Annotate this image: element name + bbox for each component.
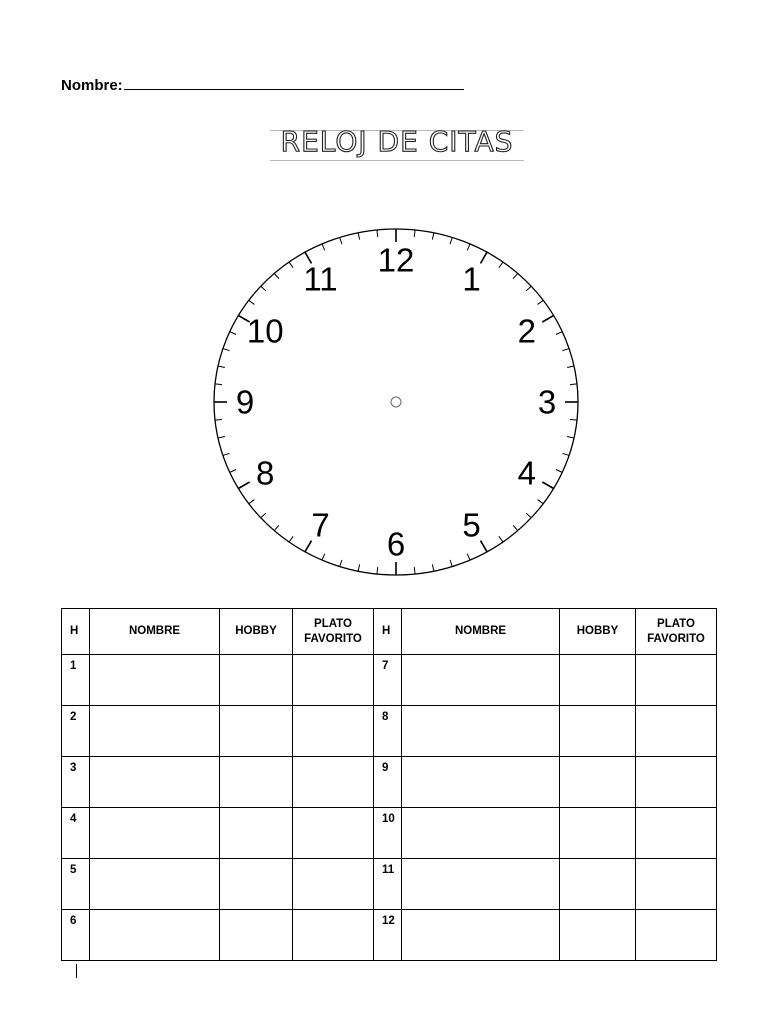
cell-plato-favorito[interactable] <box>293 859 374 910</box>
cell-hobby[interactable] <box>560 910 636 961</box>
cell-hobby[interactable] <box>560 757 636 808</box>
row-number-left: 4 <box>62 808 90 859</box>
clock-number-3: 3 <box>537 383 557 421</box>
clock-number-12: 12 <box>377 241 415 279</box>
clock-number-8: 8 <box>256 454 275 492</box>
clock-minute-tick <box>261 286 266 291</box>
clock-minute-tick <box>567 437 574 438</box>
table-header-row <box>62 609 717 655</box>
cell-nombre[interactable] <box>90 808 220 859</box>
clock-minute-tick <box>538 500 544 504</box>
clock-minute-tick <box>340 237 342 244</box>
name-label: Nombre: <box>61 77 123 94</box>
clock-minute-tick <box>499 262 503 268</box>
cell-plato-favorito[interactable] <box>636 808 717 859</box>
cell-hobby[interactable] <box>220 859 293 910</box>
cell-hobby[interactable] <box>560 859 636 910</box>
row-number-right: 9 <box>374 757 402 808</box>
cell-hobby[interactable] <box>220 706 293 757</box>
clock-number-4: 4 <box>517 454 536 492</box>
clock-minute-tick <box>562 349 569 351</box>
cell-nombre[interactable] <box>90 655 220 706</box>
clock-minute-tick <box>218 366 225 367</box>
header-nombre-left: NOMBRE <box>90 609 220 655</box>
clock-minute-tick <box>249 500 255 504</box>
cell-plato-favorito[interactable] <box>293 808 374 859</box>
clock-minute-tick <box>223 349 230 351</box>
clock-minute-tick <box>322 554 325 560</box>
clock-minute-tick <box>215 419 222 420</box>
cell-hobby[interactable] <box>220 757 293 808</box>
clock-minute-tick <box>274 525 279 530</box>
clock-minute-tick <box>499 536 503 542</box>
cell-hobby[interactable] <box>560 808 636 859</box>
clock-hour-tick <box>238 482 249 489</box>
clock-hour-tick <box>542 316 553 323</box>
header-hobby-right: HOBBY <box>560 609 636 655</box>
cell-plato-favorito[interactable] <box>293 910 374 961</box>
cell-plato-favorito[interactable] <box>636 910 717 961</box>
title-block <box>262 122 532 166</box>
clock-minute-tick <box>450 560 452 567</box>
cell-nombre[interactable] <box>402 808 560 859</box>
clock-number-6: 6 <box>386 525 406 563</box>
clock-minute-tick <box>526 286 531 291</box>
title-guide-line-bottom <box>270 160 524 161</box>
table-row <box>62 910 717 961</box>
text-cursor <box>76 964 77 978</box>
clock-svg <box>206 222 586 582</box>
cell-nombre[interactable] <box>402 910 560 961</box>
cell-plato-favorito[interactable] <box>293 706 374 757</box>
cell-plato-favorito[interactable] <box>636 706 717 757</box>
clock-minute-tick <box>289 536 293 542</box>
row-number-left: 3 <box>62 757 90 808</box>
cell-hobby[interactable] <box>560 655 636 706</box>
table-row <box>62 757 717 808</box>
cell-nombre[interactable] <box>90 757 220 808</box>
cell-nombre[interactable] <box>402 706 560 757</box>
header-h-left: H <box>62 609 90 655</box>
clock-hour-tick <box>542 482 553 489</box>
cell-nombre[interactable] <box>90 910 220 961</box>
name-field-line <box>61 75 464 94</box>
clock-minute-tick <box>562 453 569 455</box>
clock-minute-tick <box>570 384 577 385</box>
cell-plato-favorito[interactable] <box>293 757 374 808</box>
clock-number-2: 2 <box>517 312 536 350</box>
row-number-left: 2 <box>62 706 90 757</box>
clock-minute-tick <box>570 419 577 420</box>
table-row <box>62 859 717 910</box>
cell-plato-favorito[interactable] <box>636 757 717 808</box>
cell-hobby[interactable] <box>220 808 293 859</box>
clock-number-5: 5 <box>462 506 481 544</box>
clock-minute-tick <box>261 513 266 518</box>
clock-minute-tick <box>289 262 293 268</box>
clock-number-11: 11 <box>303 260 338 298</box>
clock-center-pin <box>391 397 401 407</box>
row-number-right: 12 <box>374 910 402 961</box>
clock-minute-tick <box>556 470 562 473</box>
row-number-left: 1 <box>62 655 90 706</box>
clock-minute-tick <box>230 332 236 335</box>
cell-nombre[interactable] <box>402 859 560 910</box>
clock-number-1: 1 <box>462 260 481 298</box>
row-number-right: 11 <box>374 859 402 910</box>
clock-minute-tick <box>513 525 518 530</box>
table-row <box>62 808 717 859</box>
row-number-right: 7 <box>374 655 402 706</box>
clock-minute-tick <box>249 300 255 304</box>
schedule-table <box>61 608 717 961</box>
clock-minute-tick <box>414 230 415 237</box>
clock-minute-tick <box>450 237 452 244</box>
clock-face <box>206 222 586 582</box>
clock-minute-tick <box>322 244 325 250</box>
cell-nombre[interactable] <box>90 706 220 757</box>
clock-minute-tick <box>467 244 470 250</box>
clock-minute-tick <box>340 560 342 567</box>
cell-nombre[interactable] <box>402 757 560 808</box>
page-title: RELOJ DE CITAS <box>280 125 514 158</box>
clock-minute-tick <box>218 437 225 438</box>
table-row <box>62 706 717 757</box>
cell-hobby[interactable] <box>560 706 636 757</box>
clock-minute-tick <box>215 384 222 385</box>
clock-minute-tick <box>526 513 531 518</box>
clock-minute-tick <box>274 273 279 278</box>
header-hobby-left: HOBBY <box>220 609 293 655</box>
clock-minute-tick <box>467 554 470 560</box>
clock-minute-tick <box>358 564 359 571</box>
cell-nombre[interactable] <box>402 655 560 706</box>
cell-nombre[interactable] <box>90 859 220 910</box>
row-number-left: 6 <box>62 910 90 961</box>
cell-plato-favorito[interactable] <box>636 859 717 910</box>
clock-minute-tick <box>567 366 574 367</box>
clock-minute-tick <box>432 564 433 571</box>
row-number-right: 10 <box>374 808 402 859</box>
cell-hobby[interactable] <box>220 655 293 706</box>
clock-number-7: 7 <box>311 506 330 544</box>
clock-minute-tick <box>513 273 518 278</box>
clock-minute-tick <box>556 332 562 335</box>
clock-hour-tick <box>481 541 488 552</box>
header-plato-favorito-left: PLATO FAVORITO <box>293 609 374 655</box>
clock-number-10: 10 <box>246 312 284 350</box>
header-h-right: H <box>374 609 402 655</box>
clock-minute-tick <box>377 567 378 574</box>
row-number-left: 5 <box>62 859 90 910</box>
table-row <box>62 655 717 706</box>
clock-minute-tick <box>358 233 359 240</box>
cell-plato-favorito[interactable] <box>636 655 717 706</box>
header-nombre-right: NOMBRE <box>402 609 560 655</box>
cell-plato-favorito[interactable] <box>293 655 374 706</box>
clock-number-9: 9 <box>235 383 255 421</box>
clock-minute-tick <box>414 567 415 574</box>
row-number-right: 8 <box>374 706 402 757</box>
clock-minute-tick <box>432 233 433 240</box>
clock-minute-tick <box>230 470 236 473</box>
clock-minute-tick <box>538 300 544 304</box>
header-plato-favorito-right: PLATO FAVORITO <box>636 609 717 655</box>
clock-hour-tick <box>481 252 488 263</box>
clock-minute-tick <box>377 230 378 237</box>
clock-minute-tick <box>223 453 230 455</box>
cell-hobby[interactable] <box>220 910 293 961</box>
name-blank-line[interactable] <box>124 75 464 90</box>
